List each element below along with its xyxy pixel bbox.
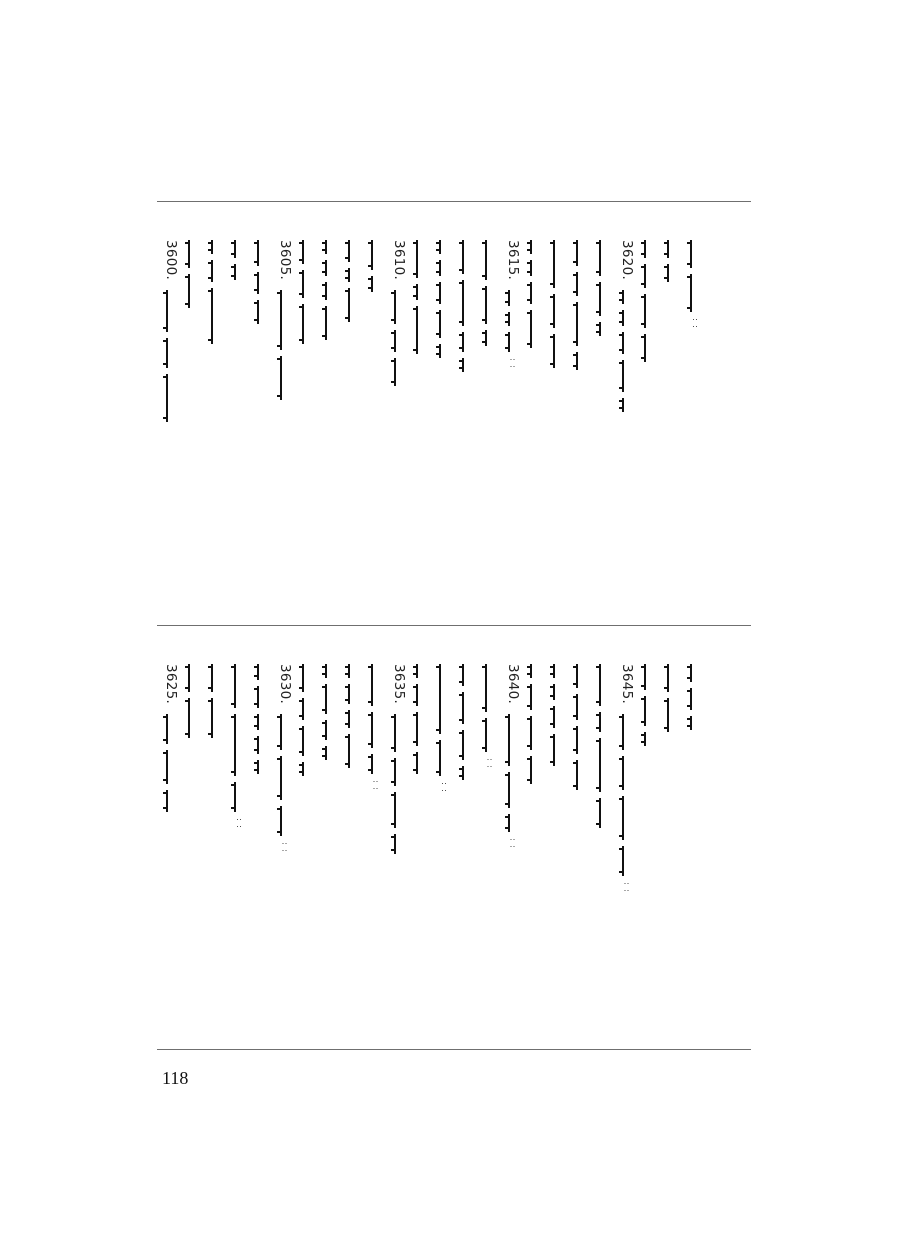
line-end-punctuation: : : <box>371 780 381 791</box>
mongolian-word <box>325 746 336 760</box>
verse-line <box>434 664 456 904</box>
mongolian-word <box>644 664 655 690</box>
mongolian-word <box>599 664 610 706</box>
verse-line <box>662 664 684 904</box>
mongolian-word <box>394 330 405 352</box>
mongolian-word <box>188 274 199 308</box>
mongolian-word <box>257 760 268 774</box>
verse-line <box>206 240 228 480</box>
mongolian-word <box>462 280 473 326</box>
verse-number: 3625. <box>163 664 179 705</box>
mongolian-word <box>530 260 541 276</box>
mongolian-word <box>416 752 427 774</box>
mongolian-word <box>166 338 177 368</box>
mongolian-word <box>485 286 496 324</box>
mongolian-word <box>280 714 291 750</box>
mongolian-word <box>166 374 177 422</box>
mongolian-word <box>257 714 268 730</box>
verse-line <box>388 240 410 480</box>
verse-line <box>183 240 205 480</box>
verse-line <box>639 240 661 480</box>
mongolian-word <box>508 772 519 808</box>
mongolian-word <box>530 310 541 348</box>
mongolian-word <box>302 698 313 720</box>
mongolian-word <box>508 332 519 352</box>
verse-line <box>525 240 547 480</box>
line-end-punctuation: : : <box>280 842 290 854</box>
verse-number: 3640. <box>505 664 521 705</box>
verse-line <box>365 664 387 904</box>
verse-line <box>274 664 296 904</box>
verse-line <box>411 240 433 480</box>
mongolian-word <box>462 358 473 372</box>
verse-line <box>160 664 182 904</box>
line-end-punctuation: : : <box>440 782 450 793</box>
mongolian-word <box>439 310 450 338</box>
line-end-punctuation: : : <box>485 758 495 769</box>
mongolian-word <box>371 754 382 774</box>
verse-block-3600-3624 <box>160 240 750 490</box>
verse-line <box>479 240 501 480</box>
mongolian-word <box>348 268 359 282</box>
mongolian-word <box>188 240 199 268</box>
mongolian-word <box>234 714 245 776</box>
mongolian-word <box>599 322 610 336</box>
mongolian-word <box>371 240 382 270</box>
mongolian-word <box>371 276 382 292</box>
verse-line <box>297 240 319 480</box>
verse-number: 3600. <box>163 240 179 281</box>
mongolian-word <box>530 716 541 750</box>
mongolian-word <box>348 240 359 262</box>
verse-line <box>411 664 433 904</box>
mongolian-word <box>622 756 633 790</box>
mongolian-word <box>211 240 222 254</box>
mongolian-word <box>599 712 610 732</box>
mongolian-word <box>371 712 382 748</box>
mongolian-word <box>462 730 473 760</box>
verse-line <box>297 664 319 904</box>
mongolian-word <box>576 302 587 346</box>
verse-line <box>320 664 342 904</box>
mongolian-word <box>690 688 701 710</box>
mongolian-word <box>439 240 450 254</box>
mongolian-word <box>599 798 610 828</box>
mongolian-word <box>690 716 701 730</box>
mongolian-word <box>690 274 701 312</box>
verse-line <box>684 240 706 480</box>
mongolian-word <box>234 782 245 812</box>
mongolian-word <box>394 358 405 386</box>
verse-line <box>274 240 296 480</box>
mongolian-word <box>462 766 473 780</box>
verse-number: 3615. <box>505 240 521 281</box>
verse-line <box>684 664 706 904</box>
mongolian-word <box>599 738 610 792</box>
mongolian-word <box>166 290 177 332</box>
mongolian-word <box>302 762 313 776</box>
verse-line <box>548 240 570 480</box>
verse-line <box>548 664 570 904</box>
mongolian-word <box>371 664 382 706</box>
mongolian-word <box>234 240 245 258</box>
verse-line <box>206 664 228 904</box>
line-end-punctuation: : : <box>508 838 518 850</box>
verse-line <box>365 240 387 480</box>
mongolian-word <box>302 240 313 264</box>
mongolian-word <box>416 712 427 746</box>
mongolian-word <box>211 260 222 282</box>
mongolian-word <box>576 694 587 720</box>
mongolian-word <box>622 310 633 326</box>
mongolian-word <box>394 834 405 854</box>
verse-line <box>525 664 547 904</box>
mongolian-word <box>302 726 313 756</box>
mongolian-word <box>234 664 245 708</box>
mongolian-word <box>416 306 427 354</box>
mongolian-word <box>462 692 473 724</box>
mongolian-word <box>690 664 701 682</box>
mongolian-word <box>622 846 633 876</box>
verse-block-3625-3649 <box>160 664 750 914</box>
verse-line <box>593 664 615 904</box>
mongolian-word <box>462 332 473 352</box>
verse-line <box>616 664 638 904</box>
mongolian-word <box>644 240 655 258</box>
section-divider <box>157 1049 751 1050</box>
verse-line <box>479 664 501 904</box>
verse-number: 3635. <box>391 664 407 705</box>
mongolian-word <box>553 334 564 368</box>
mongolian-word <box>690 240 701 268</box>
mongolian-word <box>576 726 587 754</box>
mongolian-word <box>348 664 359 678</box>
verse-line <box>251 240 273 480</box>
verse-line <box>593 240 615 480</box>
mongolian-word <box>348 288 359 322</box>
mongolian-word <box>622 398 633 412</box>
mongolian-word <box>394 714 405 752</box>
mongolian-word <box>576 240 587 266</box>
verse-line <box>228 240 250 480</box>
mongolian-word <box>394 758 405 786</box>
mongolian-word <box>280 356 291 400</box>
mongolian-word <box>416 284 427 300</box>
verse-line <box>502 664 524 904</box>
mongolian-word <box>257 272 268 294</box>
mongolian-word <box>553 294 564 328</box>
mongolian-word <box>462 240 473 274</box>
verse-line <box>251 664 273 904</box>
line-end-punctuation: : : <box>508 358 518 370</box>
mongolian-word <box>644 334 655 362</box>
mongolian-word <box>439 282 450 304</box>
verse-line <box>456 240 478 480</box>
mongolian-word <box>302 304 313 344</box>
verse-line <box>434 240 456 480</box>
mongolian-word <box>530 664 541 678</box>
mongolian-word <box>667 664 678 692</box>
mongolian-word <box>188 664 199 692</box>
mongolian-word <box>485 240 496 280</box>
mongolian-word <box>257 300 268 324</box>
mongolian-word <box>439 740 450 776</box>
verse-number: 3630. <box>277 664 293 705</box>
mongolian-word <box>325 260 336 276</box>
mongolian-word <box>325 282 336 300</box>
mongolian-word <box>576 664 587 688</box>
mongolian-word <box>576 352 587 370</box>
mongolian-word <box>166 790 177 812</box>
mongolian-word <box>644 294 655 328</box>
mongolian-word <box>234 264 245 280</box>
mongolian-word <box>622 714 633 750</box>
mongolian-word <box>302 664 313 692</box>
verse-line <box>320 240 342 480</box>
mongolian-word <box>257 736 268 754</box>
mongolian-word <box>667 698 678 732</box>
verse-line <box>570 664 592 904</box>
mongolian-word <box>462 664 473 686</box>
mongolian-word <box>622 332 633 354</box>
mongolian-word <box>348 734 359 768</box>
mongolian-word <box>508 312 519 326</box>
mongolian-word <box>211 698 222 738</box>
mongolian-word <box>553 240 564 288</box>
mongolian-word <box>325 684 336 714</box>
mongolian-word <box>530 282 541 304</box>
mongolian-word <box>485 718 496 752</box>
mongolian-word <box>257 664 268 680</box>
mongolian-word <box>416 664 427 678</box>
mongolian-word <box>325 306 336 340</box>
mongolian-word <box>599 240 610 276</box>
mongolian-word <box>166 714 177 744</box>
mongolian-word <box>485 330 496 346</box>
mongolian-word <box>325 664 336 678</box>
verse-line <box>342 240 364 480</box>
mongolian-word <box>280 756 291 800</box>
mongolian-word <box>325 240 336 254</box>
verse-number: 3645. <box>619 664 635 705</box>
mongolian-word <box>622 796 633 840</box>
line-end-punctuation: : : <box>234 818 244 829</box>
mongolian-word <box>622 290 633 304</box>
mongolian-word <box>508 290 519 306</box>
mongolian-word <box>211 664 222 692</box>
mongolian-word <box>530 756 541 784</box>
verse-number: 3610. <box>391 240 407 281</box>
mongolian-word <box>257 240 268 266</box>
mongolian-word <box>302 270 313 298</box>
mongolian-word <box>553 706 564 728</box>
verse-number: 3620. <box>619 240 635 281</box>
verse-line <box>570 240 592 480</box>
verse-line <box>639 664 661 904</box>
section-divider <box>157 625 751 626</box>
mongolian-word <box>508 714 519 766</box>
mongolian-word <box>188 698 199 738</box>
mongolian-word <box>644 264 655 288</box>
line-end-punctuation: : : <box>690 318 700 329</box>
mongolian-word <box>576 272 587 296</box>
mongolian-word <box>280 806 291 836</box>
verse-line <box>342 664 364 904</box>
verse-line <box>616 240 638 480</box>
mongolian-word <box>644 696 655 726</box>
mongolian-word <box>622 360 633 392</box>
mongolian-word <box>439 664 450 734</box>
verse-line <box>456 664 478 904</box>
mongolian-word <box>257 686 268 708</box>
mongolian-word <box>439 260 450 276</box>
verse-number: 3605. <box>277 240 293 281</box>
mongolian-word <box>667 264 678 282</box>
verse-line <box>228 664 250 904</box>
mongolian-word <box>416 684 427 706</box>
section-divider <box>157 201 751 202</box>
mongolian-word <box>280 290 291 350</box>
line-end-punctuation: : : <box>622 882 632 894</box>
mongolian-word <box>530 240 541 254</box>
mongolian-word <box>348 684 359 704</box>
mongolian-word <box>439 344 450 358</box>
mongolian-word <box>416 240 427 278</box>
verse-line <box>662 240 684 480</box>
mongolian-word <box>325 720 336 740</box>
verse-line <box>388 664 410 904</box>
mongolian-word <box>644 732 655 746</box>
verse-line <box>160 240 182 480</box>
mongolian-word <box>530 684 541 710</box>
mongolian-word <box>553 684 564 700</box>
mongolian-word <box>394 792 405 828</box>
mongolian-word <box>599 282 610 316</box>
mongolian-word <box>166 750 177 784</box>
mongolian-word <box>394 290 405 324</box>
mongolian-word <box>576 760 587 790</box>
verse-line <box>502 240 524 480</box>
mongolian-word <box>348 710 359 728</box>
verse-line <box>183 664 205 904</box>
mongolian-word <box>508 814 519 832</box>
mongolian-word <box>667 240 678 258</box>
mongolian-word <box>553 734 564 766</box>
page-number: 118 <box>162 1068 189 1088</box>
mongolian-word <box>211 288 222 344</box>
mongolian-word <box>553 664 564 678</box>
mongolian-word <box>485 664 496 712</box>
